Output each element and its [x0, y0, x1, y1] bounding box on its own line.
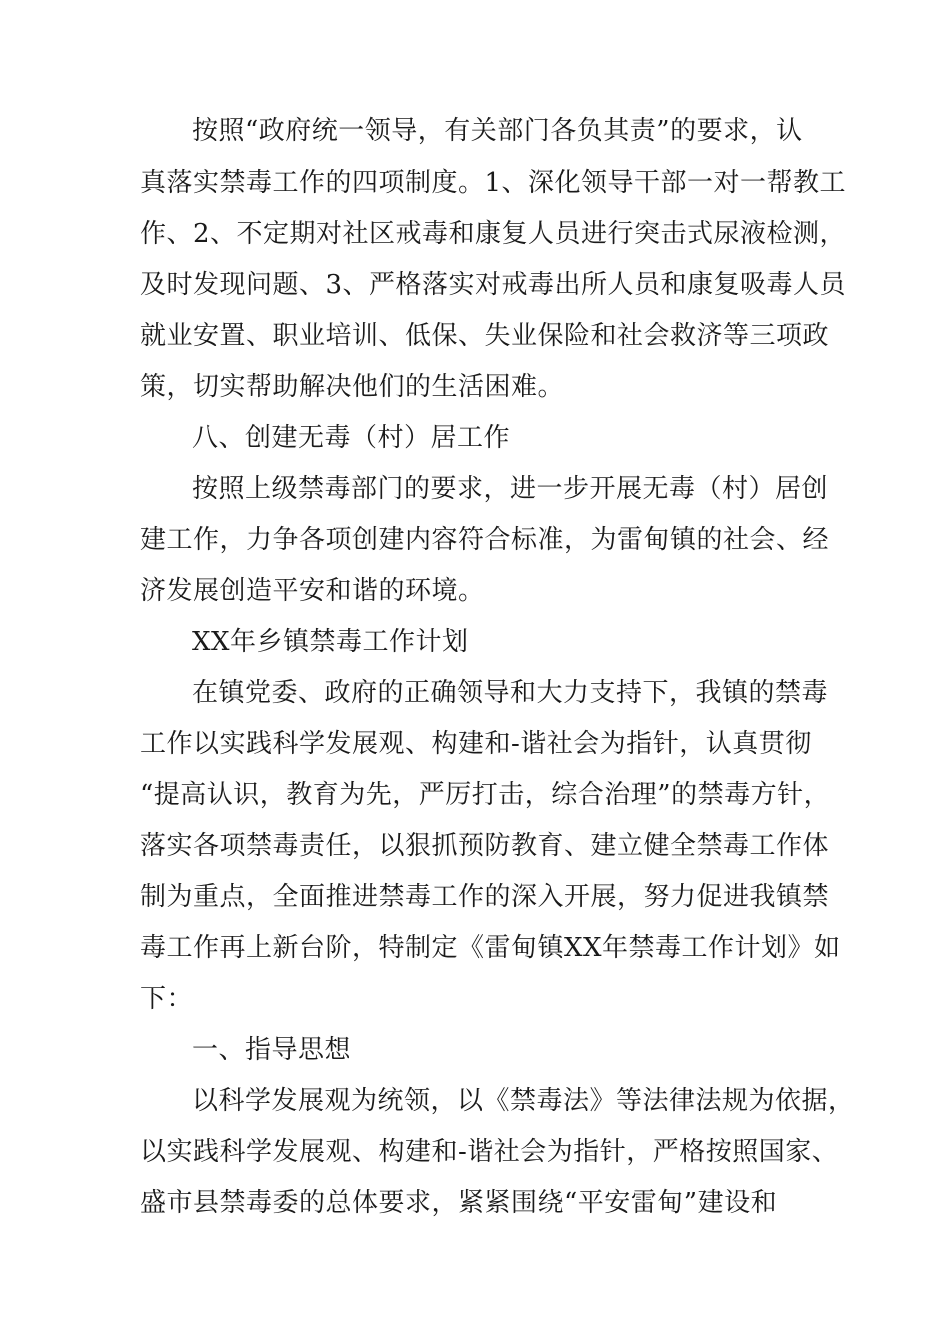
paragraph-line: 及时发现问题、3、严格落实对戒毒出所人员和康复吸毒人员	[140, 270, 847, 300]
paragraph-line: 落实各项禁毒责任，以狠抓预防教育、建立健全禁毒工作体	[140, 831, 830, 861]
paragraph-line: 制为重点，全面推进禁毒工作的深入开展，努力促进我镇禁	[140, 882, 830, 912]
paragraph-line: 下：	[140, 984, 194, 1014]
paragraph-line: 真落实禁毒工作的四项制度。1、深化领导干部一对一帮教工	[140, 168, 847, 198]
paragraph-line: 工作以实践科学发展观、构建和-谐社会为指针，认真贯彻	[140, 729, 812, 759]
paragraph-line: 以实践科学发展观、构建和-谐社会为指针，严格按照国家、	[140, 1137, 839, 1167]
paragraph-line: “提高认识，教育为先，严厉打击，综合治理”的禁毒方针，	[140, 780, 831, 810]
paragraph-line: 建工作，力争各项创建内容符合标准，为雷甸镇的社会、经	[140, 525, 830, 555]
paragraph-line: 济发展创造平安和谐的环境。	[140, 576, 485, 606]
paragraph-line: 在镇党委、政府的正确领导和大力支持下，我镇的禁毒	[192, 678, 829, 708]
paragraph-line: 作、2、不定期对社区戒毒和康复人员进行突击式尿液检测，	[140, 219, 847, 249]
paragraph-line: 以科学发展观为统领，以《禁毒法》等法律法规为依据，	[192, 1086, 855, 1116]
paragraph-line: 按照上级禁毒部门的要求，进一步开展无毒（村）居创	[192, 474, 829, 504]
paragraph-line: 毒工作再上新台阶，特制定《雷甸镇XX年禁毒工作计划》如	[140, 933, 841, 963]
paragraph-line: 按照“政府统一领导，有关部门各负其责”的要求，认	[192, 116, 803, 146]
paragraph-line: 盛市县禁毒委的总体要求，紧紧围绕“平安雷甸”建设和	[140, 1188, 778, 1218]
paragraph-line: 就业安置、职业培训、低保、失业保险和社会救济等三项政	[140, 321, 830, 351]
document-title: XX年乡镇禁毒工作计划	[192, 627, 469, 657]
section-heading: 一、指导思想	[192, 1035, 352, 1065]
section-heading: 八、创建无毒（村）居工作	[192, 423, 511, 453]
paragraph-line: 策，切实帮助解决他们的生活困难。	[140, 372, 565, 402]
